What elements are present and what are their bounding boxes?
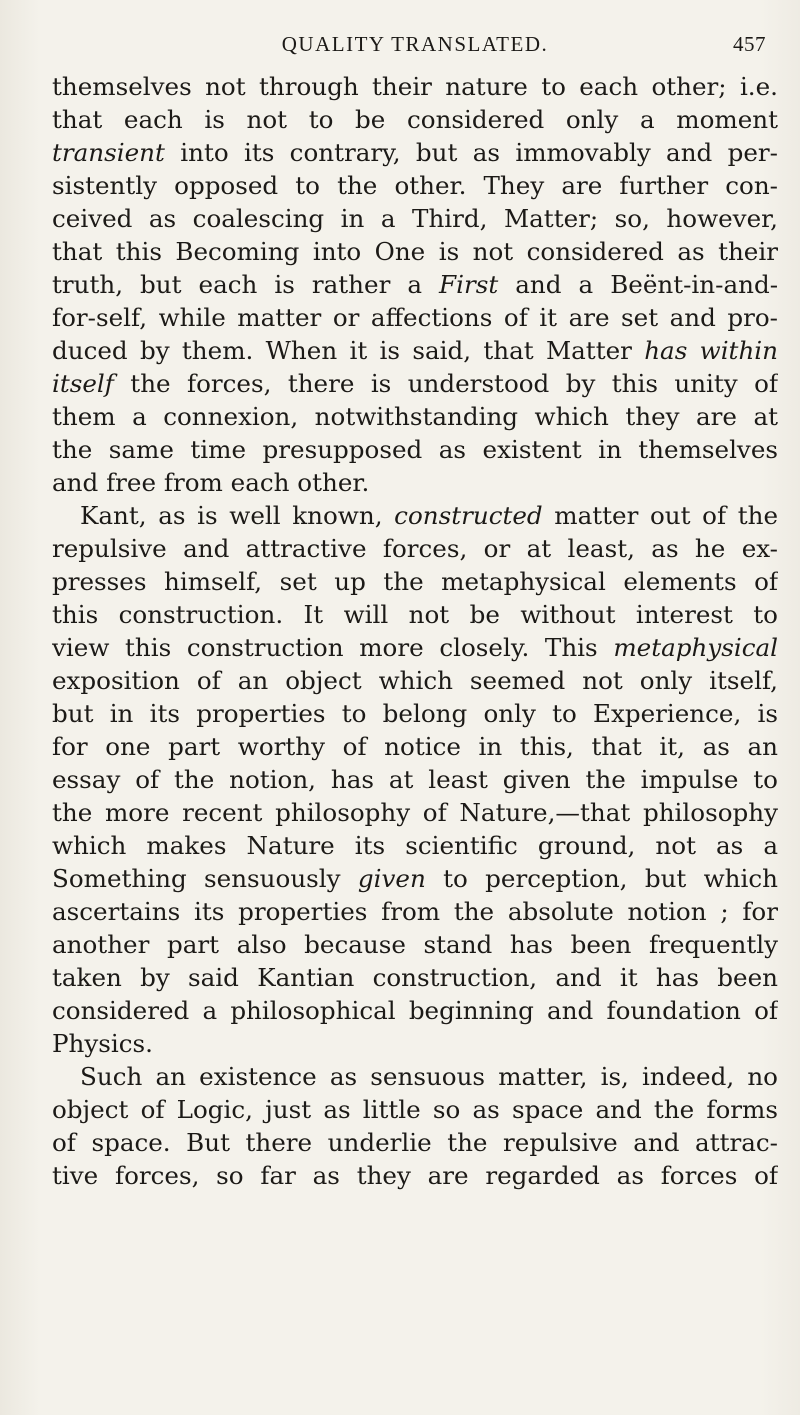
text-line <box>52 1027 778 1060</box>
text-line <box>52 367 778 400</box>
italic-text: metaphysical <box>613 633 778 662</box>
text-line <box>52 994 778 1027</box>
text-line <box>52 70 778 103</box>
italic-text: given <box>357 864 426 893</box>
text-segment: into its contrary, but as immovably and per- <box>164 138 778 167</box>
text-segment: and a Beënt-in-and- <box>498 270 778 299</box>
italic-text: transient <box>52 138 165 167</box>
text-line <box>52 532 778 565</box>
italic-text: has within <box>644 336 778 365</box>
italic-text: First <box>439 270 499 299</box>
text-line <box>52 796 778 829</box>
text-line <box>52 1060 778 1093</box>
text-segment: ceived as coalescing in a Third, Matter; so, however, <box>52 204 778 233</box>
text-line <box>52 961 778 994</box>
text-line <box>52 136 778 169</box>
text-line <box>52 1159 778 1192</box>
text-segment: duced by them. When it is said, that Matter <box>52 336 645 365</box>
text-segment: sistently opposed to the other. They are further con- <box>52 171 778 200</box>
text-line <box>52 895 778 928</box>
text-segment: themselves not through their nature to each other; i.e. <box>52 72 778 101</box>
text-segment: to perception, but which <box>425 864 778 893</box>
italic-text: constructed <box>394 501 543 530</box>
running-head <box>52 32 778 62</box>
text-line <box>52 301 778 334</box>
text-segment: exposition of an object which seemed not only itself, <box>52 666 778 695</box>
text-segment: essay of the notion, has at least given the impulse to <box>52 765 778 794</box>
text-segment: repulsive and attractive forces, or at least, as he ex- <box>52 534 778 563</box>
text-segment: Something sensuously <box>52 864 358 893</box>
text-line <box>52 103 778 136</box>
text-line <box>52 565 778 598</box>
text-line <box>52 730 778 763</box>
text-segment: and free from each other. <box>52 468 370 497</box>
text-line <box>52 664 778 697</box>
text-segment: them a connexion, notwithstanding which they are at <box>52 402 778 431</box>
text-segment: Such an existence as sensuous matter, is, indeed, no <box>80 1062 778 1091</box>
text-segment: that each is not to be considered only a moment <box>52 105 778 134</box>
text-line <box>52 169 778 202</box>
running-title: QUALITY TRANSLATED. <box>281 32 549 56</box>
text-line <box>52 433 778 466</box>
text-line <box>52 763 778 796</box>
text-line <box>52 598 778 631</box>
text-segment: Kant, as is well known, <box>80 501 395 530</box>
page-number: 457 <box>733 32 766 56</box>
text-segment: of space. But there underlie the repulsive and attrac- <box>52 1128 778 1157</box>
text-segment: object of Logic, just as little so as space and the forms <box>52 1095 778 1124</box>
text-segment: ascertains its properties from the absolute notion ; for <box>52 897 778 926</box>
text-segment: considered a philosophical beginning and foundation of <box>52 996 778 1025</box>
text-segment: that this Becoming into One is not considered as their <box>52 237 778 266</box>
text-segment: the more recent philosophy of Nature,—that philosophy <box>52 798 778 827</box>
text-segment: which makes Nature its scientific ground, not as a <box>52 831 778 860</box>
text-segment: presses himself, set up the metaphysical elements of <box>52 567 778 596</box>
text-line <box>52 268 778 301</box>
text-segment: matter out of the <box>542 501 778 530</box>
text-line <box>52 235 778 268</box>
text-line <box>52 631 778 664</box>
text-line <box>52 862 778 895</box>
text-line <box>52 334 778 367</box>
text-line <box>52 1126 778 1159</box>
text-line <box>52 1093 778 1126</box>
text-segment: another part also because stand has been frequently <box>52 930 778 959</box>
text-segment: the forces, there is understood by this unity of <box>113 369 778 398</box>
text-segment: for-self, while matter or affections of it are set and pro- <box>52 303 778 332</box>
text-line <box>52 697 778 730</box>
text-line <box>52 202 778 235</box>
text-line <box>52 829 778 862</box>
italic-text: itself <box>52 369 114 398</box>
text-segment: truth, but each is rather a <box>52 270 440 299</box>
text-segment: the same time presupposed as existent in themselves <box>52 435 778 464</box>
text-line <box>52 400 778 433</box>
text-segment: view this construction more closely. This <box>52 633 614 662</box>
body-text <box>52 70 778 1192</box>
text-segment: Physics. <box>52 1029 153 1058</box>
text-line <box>52 928 778 961</box>
text-segment: taken by said Kantian construction, and it has been <box>52 963 778 992</box>
text-segment: this construction. It will not be without interest to <box>52 600 778 629</box>
text-segment: for one part worthy of notice in this, that it, as an <box>52 732 778 761</box>
text-line <box>52 466 778 499</box>
text-segment: but in its properties to belong only to Experience, is <box>52 699 778 728</box>
text-segment: tive forces, so far as they are regarded as forces of <box>52 1161 778 1190</box>
text-line <box>52 499 778 532</box>
